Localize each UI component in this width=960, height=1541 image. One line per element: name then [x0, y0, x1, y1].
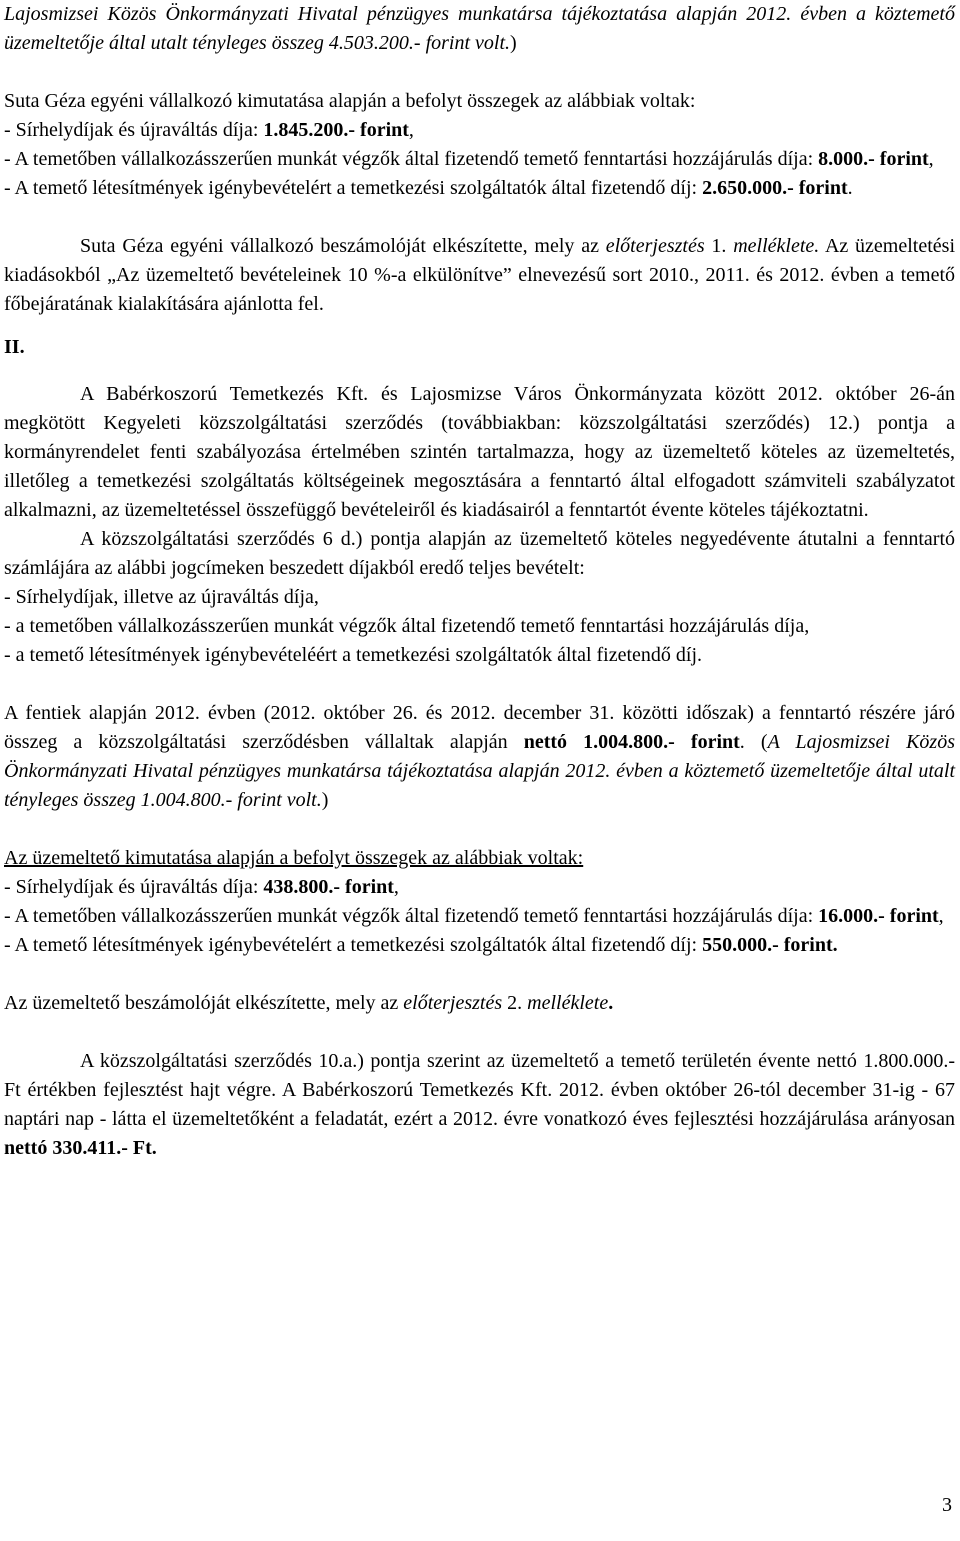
section2-list-item-3: - a temető létesítmények igénybevételéért a temetkezési szolgáltatók által fizetendő díj.	[4, 644, 703, 666]
intro-item-2: - A temetőben vállalkozásszerűen munkát végzők által fizetendő temető fenntartási hozzájárulás díja: 8.000.- forint,	[4, 148, 934, 170]
section2-italic-note: A Lajosmizsei Közös Önkormányzati Hivatal pénzügyes munkatársa tájékoztatása alapján 2012. évben a köztemető üzemeltetője által utalt tényleges összeg 1.004.800.- forint volt.	[4, 731, 955, 811]
intro-item-2-amount: 8.000.- forint	[818, 148, 929, 170]
section2-list-item-1: - Sírhelydíjak, illetve az újraváltás díja,	[4, 586, 319, 608]
section2-paragraph-1: A Babérkoszorú Temetkezés Kft. és Lajosmizse Város Önkormányzata között 2012. október 26-án megkötött Kegyeleti közszolgáltatási szerződés (továbbiakban: közszolgáltatási szerződés) 12.) pontja a kormányrendelet fenti szabályozása értelmében szintén tartalmazza, hogy az üzemeltető köteles az üzemeltetés, illetőleg a temetkezési szolgáltatás költségeinek megosztására a fenntartó által elfogadott számviteli szabályzatot alkalmazni, az üzemeltetéssel összefüggő bevételeiről és kiadásairól a fenntartót évente köteles tájékoztatni.	[4, 383, 955, 521]
section2-paragraph-2: A közszolgáltatási szerződés 6 d.) pontja alapján az üzemeltető köteles negyedévente átutalni a fenntartó számlájára az alábbi jogcímeken beszedett díjakból eredő teljes bevételt:	[4, 528, 955, 579]
section2-item-1-amount: 438.800.- forint	[263, 876, 394, 898]
section2-report: Az üzemeltető beszámolóját elkészítette, mely az előterjesztés 2. melléklete.	[4, 992, 614, 1014]
section2-appendix-ref: előterjesztés	[403, 992, 503, 1014]
document-page	[4, 0, 955, 1163]
section2-item-1: - Sírhelydíjak és újraváltás díja: 438.800.- forint,	[4, 876, 399, 898]
section-numeral: II.	[4, 336, 25, 358]
section2-item-3: - A temető létesítmények igénybevételért a temetkezési szolgáltatók által fizetendő díj: 550.000.- forint.	[4, 934, 838, 956]
section2-paragraph-4: A közszolgáltatási szerződés 10.a.) pontja szerint az üzemeltető a temető területén évente nettó 1.800.000.- Ft értékben fejlesztést hajt végre. A Babérkoszorú Temetkezés Kft. 2012. évben október 26-tól december 31-ig - 67 naptári nap - látta el üzemeltetőként a feladatát, ezért a 2012. évre vonatkozó éves fejlesztési hozzájárulása arányosan nettó 330.411.- Ft.	[4, 1050, 955, 1159]
intro-item-1: - Sírhelydíjak és újraváltás díja: 1.845.200.- forint,	[4, 119, 414, 141]
intro-report-paragraph: Suta Géza egyéni vállalkozó beszámolóját elkészítette, mely az előterjesztés 1. melléklete. Az üzemeltetési kiadásokból „Az üzemeltető bevételeinek 10 %-a elkülönítve” elnevezésű sort 2010., 2011. és 2012. évben a temető főbejáratának kialakítására ajánlotta fel.	[4, 235, 956, 315]
intro-appendix-ref: előterjesztés	[605, 235, 705, 257]
intro-item-3: - A temető létesítmények igénybevételért a temetkezési szolgáltatók által fizetendő díj: 2.650.000.- forint.	[4, 177, 853, 199]
page-number: 3	[942, 1494, 952, 1516]
section2-item-2-amount: 16.000.- forint	[818, 905, 939, 927]
intro-item-1-amount: 1.845.200.- forint	[263, 119, 409, 141]
intro-note-italic: Lajosmizsei Közös Önkormányzati Hivatal pénzügyes munkatársa tájékoztatása alapján 2012. évben a köztemető üzemeltetője által utalt tényleges összeg 4.503.200.- forint volt.	[4, 3, 955, 54]
section2-item-3-amount: 550.000.- forint.	[702, 934, 838, 956]
section2-item-2: - A temetőben vállalkozásszerűen munkát végzők által fizetendő temető fenntartási hozzájárulás díja: 16.000.- forint,	[4, 905, 944, 927]
intro-item-3-amount: 2.650.000.- forint	[702, 177, 848, 199]
section2-net-amount: nettó 1.004.800.- forint	[523, 731, 740, 753]
section2-paragraph-3: A fentiek alapján 2012. évben (2012. október 26. és 2012. december 31. közötti időszak) a fenntartó részére járó összeg a közszolgáltatási szerződésben vállaltak alapján nettó 1.004.800.- forint. (A Lajosmizsei Közös Önkormányzati Hivatal pénzügyes munkatársa tájékoztatása alapján 2012. évben a köztemető üzemeltetője által utalt tényleges összeg 1.004.800.- forint volt.)	[4, 702, 955, 811]
intro-note: Lajosmizsei Közös Önkormányzati Hivatal pénzügyes munkatársa tájékoztatása alapján 2012. évben a köztemető üzemeltetője által utalt tényleges összeg 4.503.200.- forint volt.)	[4, 3, 955, 54]
section2-list-item-2: - a temetőben vállalkozásszerűen munkát végzők által fizetendő temető fenntartási hozzájárulás díja,	[4, 615, 810, 637]
section2-contribution-amount: nettó 330.411.- Ft.	[4, 1137, 157, 1159]
intro-heading: Suta Géza egyéni vállalkozó kimutatása alapján a befolyt összegek az alábbiak voltak:	[4, 90, 696, 112]
section2-heading: Az üzemeltető kimutatása alapján a befolyt összegek az alábbiak voltak:	[4, 847, 584, 869]
